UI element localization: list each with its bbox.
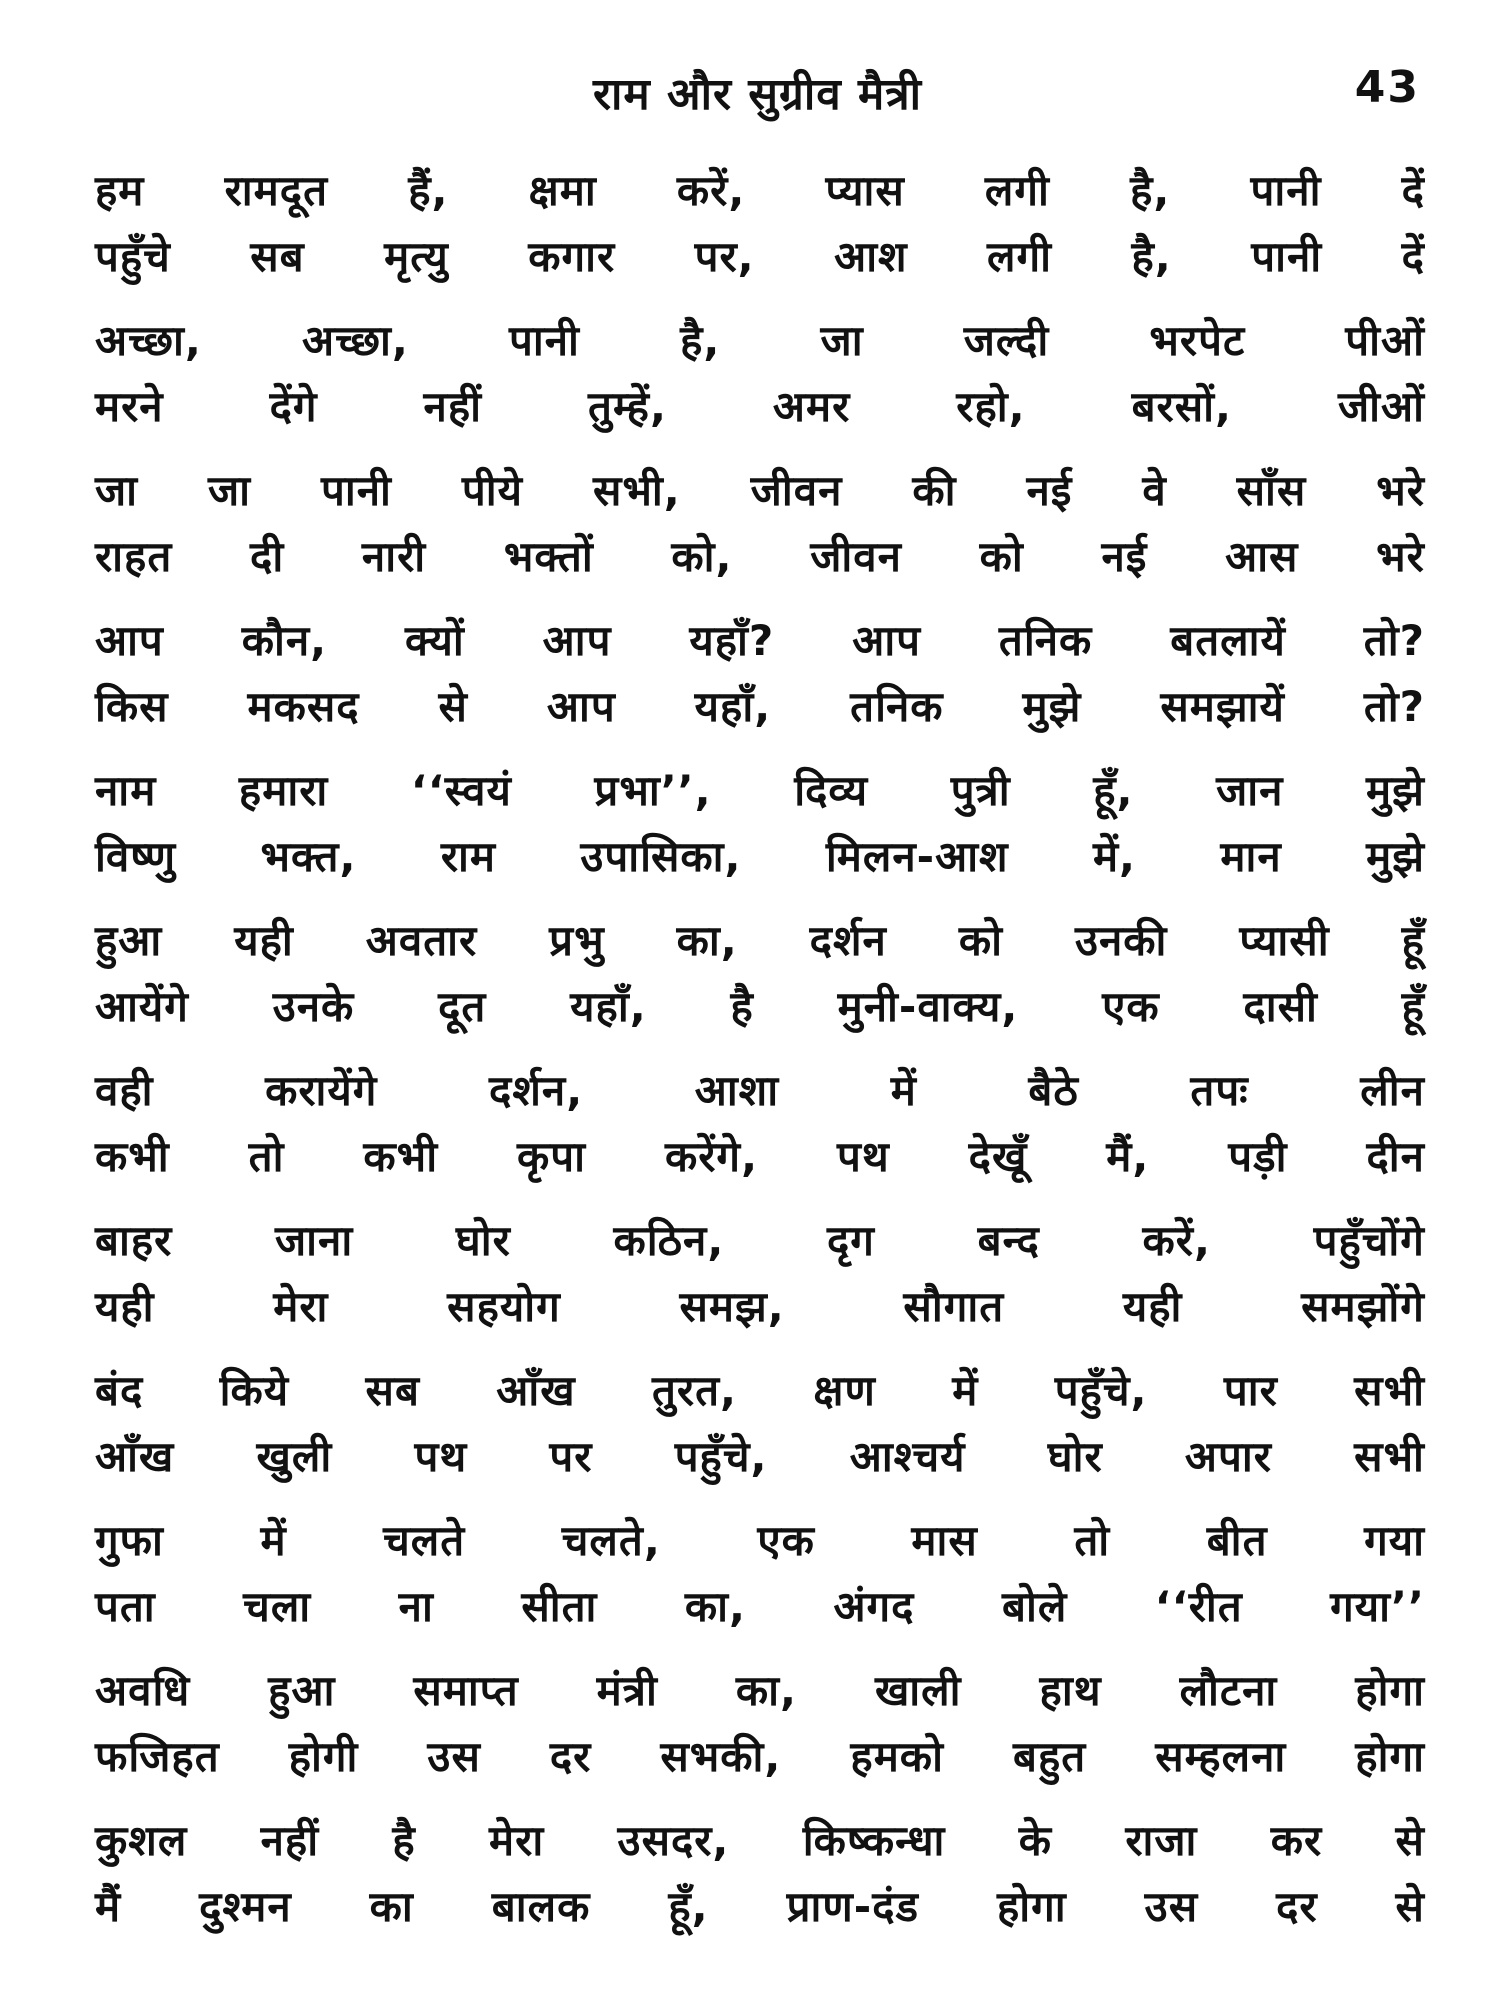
verse-word: फजिहत (95, 1732, 220, 1781)
verse-word: का, (735, 1666, 797, 1715)
verse-word: है (392, 1816, 416, 1865)
verse-word: भक्तों (503, 532, 594, 581)
verse-word: समझायें (1160, 682, 1285, 731)
verse-line (95, 1874, 1425, 1940)
verse-word: पथ (414, 1432, 468, 1481)
verse-word: घोर (455, 1216, 511, 1265)
verse-word: से (1395, 1882, 1425, 1931)
verse-word: जान (1216, 766, 1284, 815)
verse-word: हम (95, 166, 145, 215)
verse-word: तपः (1190, 1066, 1249, 1115)
verse-word: तनिक (998, 616, 1093, 665)
verse-word: आश (834, 232, 908, 281)
verse-word: सभकी, (660, 1732, 782, 1781)
verse-word: तो (248, 1132, 285, 1181)
verse-word: बंद (95, 1366, 144, 1415)
verse-word: प्रभा’’, (594, 766, 712, 815)
verse-word: उपासिका, (580, 832, 742, 881)
verse-word: पथ (836, 1132, 890, 1181)
verse-word: कौन, (241, 616, 328, 665)
chapter-title: राम और सुग्रीव मैत्री (592, 69, 923, 120)
verse-word: हाथ (1039, 1666, 1102, 1715)
verse-word: हूँ (1401, 916, 1425, 965)
verse-word: तुरत, (651, 1366, 737, 1415)
verse-line (95, 1208, 1425, 1274)
verse-word: दीन (1366, 1132, 1425, 1181)
verse-word: में (260, 1516, 287, 1565)
verse-word: सभी, (592, 466, 681, 515)
verse-word: तो? (1363, 682, 1425, 731)
verse-word: पहुँचे, (674, 1432, 768, 1481)
verse-word: यही (95, 1282, 155, 1331)
verse-word: होगा (1355, 1732, 1425, 1781)
verse-word: तो (1074, 1516, 1111, 1565)
verse-word: दृग (826, 1216, 875, 1265)
verse-couplet (95, 458, 1425, 590)
verse-word: वे (1142, 466, 1167, 515)
verse-word: एक (757, 1516, 815, 1565)
verse-line (95, 224, 1425, 290)
verse-word: जा (820, 316, 864, 365)
verse-couplet (95, 908, 1425, 1040)
verse-word: चलते, (561, 1516, 661, 1565)
verse-word: बाहर (95, 1216, 173, 1265)
verse-word: पीये (461, 466, 523, 515)
verse-word: मान (1220, 832, 1282, 881)
verse-word: हमारा (238, 766, 329, 815)
verse-couplet (95, 1658, 1425, 1790)
verse-word: आप (542, 616, 612, 665)
verse-line (95, 1574, 1425, 1640)
verse-line (95, 674, 1425, 740)
verse-word: क्यों (405, 616, 465, 665)
verse-word: लौटना (1179, 1666, 1278, 1715)
verse-line (95, 908, 1425, 974)
verse-word: राहत (95, 532, 173, 581)
verse-word: मंत्री (596, 1666, 658, 1715)
verse-word: तुम्हें, (588, 382, 667, 431)
verse-word: यही (234, 916, 294, 965)
verse-couplet (95, 1058, 1425, 1190)
verse-word: रहो, (956, 382, 1026, 431)
verse-word: हुआ (95, 916, 163, 965)
verse-word: रामदूत (224, 166, 329, 215)
verse-word: नहीं (423, 382, 483, 431)
verse-word: किस (95, 682, 169, 731)
verse-word: कृपा (517, 1132, 587, 1181)
verse-word: बन्द (977, 1216, 1040, 1265)
verse-word: सम्हलना (1155, 1732, 1287, 1781)
verse-word: मकसद (247, 682, 360, 731)
verse-word: मृत्यु (384, 232, 449, 281)
verse-word: क्षमा (528, 166, 597, 215)
verse-word: सौगात (903, 1282, 1005, 1331)
verse-word: गुफा (95, 1516, 164, 1565)
verse-word: में, (1092, 832, 1137, 881)
verse-word: नई (1026, 466, 1073, 515)
verse-word: समाप्त (413, 1666, 519, 1715)
verse-word: मास (911, 1516, 978, 1565)
verse-word: दर्शन (809, 916, 887, 965)
verse-word: समझोंगे (1301, 1282, 1425, 1331)
verse-word: हैं, (408, 166, 449, 215)
verse-word: चलते (383, 1516, 466, 1565)
verse-word: पानी (1251, 232, 1323, 281)
verse-word: खाली (874, 1666, 962, 1715)
verse-word: लगी (987, 232, 1053, 281)
verse-word: करें, (676, 166, 746, 215)
verse-word: भरे (1376, 466, 1425, 515)
verse-word: आप (95, 616, 164, 665)
verse-word: तो? (1363, 616, 1425, 665)
verse-word: सब (365, 1366, 420, 1415)
verse-couplet (95, 158, 1425, 290)
verse-word: मुनी-वाक्य, (837, 982, 1019, 1031)
verse-word: एक (1102, 982, 1160, 1031)
verse-word: उस (427, 1732, 481, 1781)
verse-word: होगा (996, 1882, 1067, 1931)
verse-word: उनकी (1074, 916, 1168, 965)
verse-word: नारी (361, 532, 427, 581)
verse-line (95, 1808, 1425, 1874)
verse-word: में (890, 1066, 917, 1115)
verse-word: आस (1225, 532, 1299, 581)
verse-word: से (1395, 1816, 1425, 1865)
verse-word: की (912, 466, 957, 515)
verse-word: अंगद (833, 1582, 915, 1631)
verse-word: आँख (496, 1366, 576, 1415)
verse-word: हमको (850, 1732, 944, 1781)
verse-couplet (95, 1508, 1425, 1640)
verse-word: क्षण (813, 1366, 876, 1415)
verse-word: दें (1401, 166, 1425, 215)
verse-word: चला (243, 1582, 312, 1631)
verse-word: हुआ (268, 1666, 336, 1715)
verse-word: का, (684, 1582, 746, 1631)
verse-word: पानी (1250, 166, 1322, 215)
verse-word: बहुत (1012, 1732, 1087, 1781)
verse-word: मुझे (1022, 682, 1082, 731)
verse-word: दासी (1243, 982, 1318, 1031)
verse-word: यहाँ, (694, 682, 772, 731)
verse-word: साँस (1236, 466, 1307, 515)
verse-word: दी (250, 532, 285, 581)
verse-word: भरपेट (1149, 316, 1246, 365)
verse-word: उस (1144, 1882, 1199, 1931)
verse-word: पार (1223, 1366, 1278, 1415)
verse-word: प्यासी (1239, 916, 1330, 965)
verse-word: दूत (438, 982, 487, 1031)
verse-word: बीत (1206, 1516, 1268, 1565)
page-header (95, 62, 1420, 132)
verse-word: प्राण-दंड (786, 1882, 919, 1931)
verse-word: ‘‘स्वयं (410, 766, 512, 815)
verse-word: भक्त, (260, 832, 357, 881)
verse-word: दर्शन, (489, 1066, 584, 1115)
verse-word: कगार (528, 232, 616, 281)
verse-word: गया (1364, 1516, 1425, 1565)
verse-word: हूँ, (1093, 766, 1134, 815)
verse-line (95, 1424, 1425, 1490)
verse-word: आश्चर्य (849, 1432, 966, 1481)
verse-word: को, (671, 532, 733, 581)
verse-word: आशा (694, 1066, 780, 1115)
verse-word: पहुँचोंगे (1313, 1216, 1425, 1265)
verse-word: अवतार (365, 916, 478, 965)
verse-word: करायेंगे (265, 1066, 378, 1115)
verse-word: अपार (1184, 1432, 1272, 1481)
verse-word: सहयोग (447, 1282, 561, 1331)
verse-word: करेंगे, (664, 1132, 759, 1181)
verse-word: को (958, 916, 1003, 965)
verse-word: जीओं (1337, 382, 1425, 431)
verse-word: जल्दी (963, 316, 1050, 365)
verse-word: दुश्मन (199, 1882, 292, 1931)
verse-word: देंगे (269, 382, 318, 431)
verse-couplet (95, 758, 1425, 890)
verse-word: पर, (694, 232, 755, 281)
verse-word: भरे (1376, 532, 1425, 581)
verse-word: कठिन, (613, 1216, 725, 1265)
verse-word: सीता (521, 1582, 598, 1631)
verse-word: पुत्री (950, 766, 1011, 815)
verse-line (95, 308, 1425, 374)
verse-line (95, 1274, 1425, 1340)
verse-word: में (952, 1366, 979, 1415)
verse-word: उनके (272, 982, 355, 1031)
verse-word: लीन (1360, 1066, 1425, 1115)
verse-word: घोर (1047, 1432, 1103, 1481)
verse-word: से (438, 682, 468, 731)
verse-word: समझ, (679, 1282, 785, 1331)
verse-word: आप (852, 616, 921, 665)
page-number: 43 (1354, 62, 1420, 113)
verse-word: दर (1276, 1882, 1318, 1931)
verse-word: कभी (363, 1132, 439, 1181)
verse-word: पहुँचे, (1054, 1366, 1148, 1415)
verse-word: ना (398, 1582, 434, 1631)
verse-word: बरसों, (1131, 382, 1232, 431)
verse-word: पहुँचे (95, 232, 171, 281)
verse-word: होगी (288, 1732, 359, 1781)
verse-word: अच्छा, (95, 316, 202, 365)
verse-word: किष्कन्धा (802, 1816, 946, 1865)
verse-word: यही (1122, 1282, 1183, 1331)
verse-line (95, 1124, 1425, 1190)
verse-word: मेरा (489, 1816, 545, 1865)
verse-line (95, 524, 1425, 590)
verse-couplet (95, 1358, 1425, 1490)
verse-word: लगी (984, 166, 1050, 215)
verse-word: यहाँ? (689, 616, 775, 665)
verse-line (95, 974, 1425, 1040)
verse-word: के (1018, 1816, 1052, 1865)
verse-word: प्यास (825, 166, 905, 215)
verse-word: आँख (95, 1432, 175, 1481)
verse-word: मरने (95, 382, 164, 431)
verse-word: यहाँ, (570, 982, 647, 1031)
verse-word: बोले (1001, 1582, 1068, 1631)
verse-word: दर (549, 1732, 592, 1781)
verse-line (95, 608, 1425, 674)
verse-word: पीओं (1345, 316, 1425, 365)
verse-word: किये (219, 1366, 290, 1415)
verse-word: नाम (95, 766, 157, 815)
verse-word: मैं, (1106, 1132, 1150, 1181)
verse-line (95, 824, 1425, 890)
verse-word: का, (676, 916, 738, 965)
verse-word: सभी (1354, 1432, 1425, 1481)
verse-word: मिलन-आश (825, 832, 1009, 881)
verse-line (95, 1058, 1425, 1124)
verse-line (95, 1508, 1425, 1574)
verse-word: मुझे (1366, 766, 1425, 815)
verse-word: गया’’ (1330, 1582, 1425, 1631)
verse-word: मेरा (273, 1282, 329, 1331)
verse-word: पड़ी (1228, 1132, 1288, 1181)
verse-word: नई (1101, 532, 1148, 581)
verse-word: खुली (256, 1432, 333, 1481)
verse-line (95, 1724, 1425, 1790)
verse-word: दें (1401, 232, 1425, 281)
verse-word: कुशल (95, 1816, 188, 1865)
verse-word: है, (1130, 166, 1171, 215)
verse-word: प्रभु (549, 916, 605, 965)
verse-word: विष्णु (95, 832, 177, 881)
verse-word: जीवन (810, 532, 902, 581)
verse-line (95, 458, 1425, 524)
verse-word: है (730, 982, 754, 1031)
verse-word: सभी (1354, 1366, 1425, 1415)
verse-line (95, 1358, 1425, 1424)
verse-word: मैं (95, 1882, 122, 1931)
verse-word: हूँ (1401, 982, 1425, 1031)
verse-word: बालक (491, 1882, 591, 1931)
verse-word: करें, (1142, 1216, 1211, 1265)
poem-body (95, 158, 1425, 1958)
verse-word: आयेंगे (95, 982, 189, 1031)
verse-word: कभी (95, 1132, 170, 1181)
verse-word: पर (549, 1432, 593, 1481)
verse-couplet (95, 308, 1425, 440)
verse-word: अवधि (95, 1666, 191, 1715)
verse-word: उसदर, (617, 1816, 730, 1865)
verse-word: जा (208, 466, 252, 515)
verse-couplet (95, 1208, 1425, 1340)
verse-word: जा (95, 466, 139, 515)
verse-word: है, (680, 316, 721, 365)
verse-word: है, (1131, 232, 1172, 281)
verse-word: बैठे (1028, 1066, 1079, 1115)
verse-couplet (95, 1808, 1425, 1940)
verse-couplet (95, 608, 1425, 740)
verse-word: पता (95, 1582, 156, 1631)
verse-word: देखूँ (968, 1132, 1028, 1181)
verse-word: सब (250, 232, 305, 281)
verse-word: जाना (275, 1216, 354, 1265)
verse-word: का (369, 1882, 414, 1931)
verse-word: राम (440, 832, 496, 881)
verse-word: आप (546, 682, 616, 731)
verse-word: हूँ, (668, 1882, 709, 1931)
verse-word: मुझे (1366, 832, 1425, 881)
verse-word: बतलायें (1170, 616, 1286, 665)
verse-word: को (979, 532, 1024, 581)
verse-word: ‘‘रीत (1154, 1582, 1243, 1631)
verse-line (95, 374, 1425, 440)
verse-line (95, 158, 1425, 224)
verse-word: पानी (321, 466, 392, 515)
verse-word: राजा (1125, 1816, 1198, 1865)
verse-word: अच्छा, (302, 316, 409, 365)
verse-word: कर (1270, 1816, 1323, 1865)
verse-line (95, 758, 1425, 824)
verse-word: दिव्य (794, 766, 869, 815)
verse-word: तनिक (850, 682, 944, 731)
verse-line (95, 1658, 1425, 1724)
verse-word: होगा (1355, 1666, 1425, 1715)
verse-word: अमर (772, 382, 851, 431)
verse-word: नहीं (260, 1816, 320, 1865)
verse-word: पानी (509, 316, 580, 365)
verse-word: वही (95, 1066, 154, 1115)
verse-word: जीवन (750, 466, 843, 515)
